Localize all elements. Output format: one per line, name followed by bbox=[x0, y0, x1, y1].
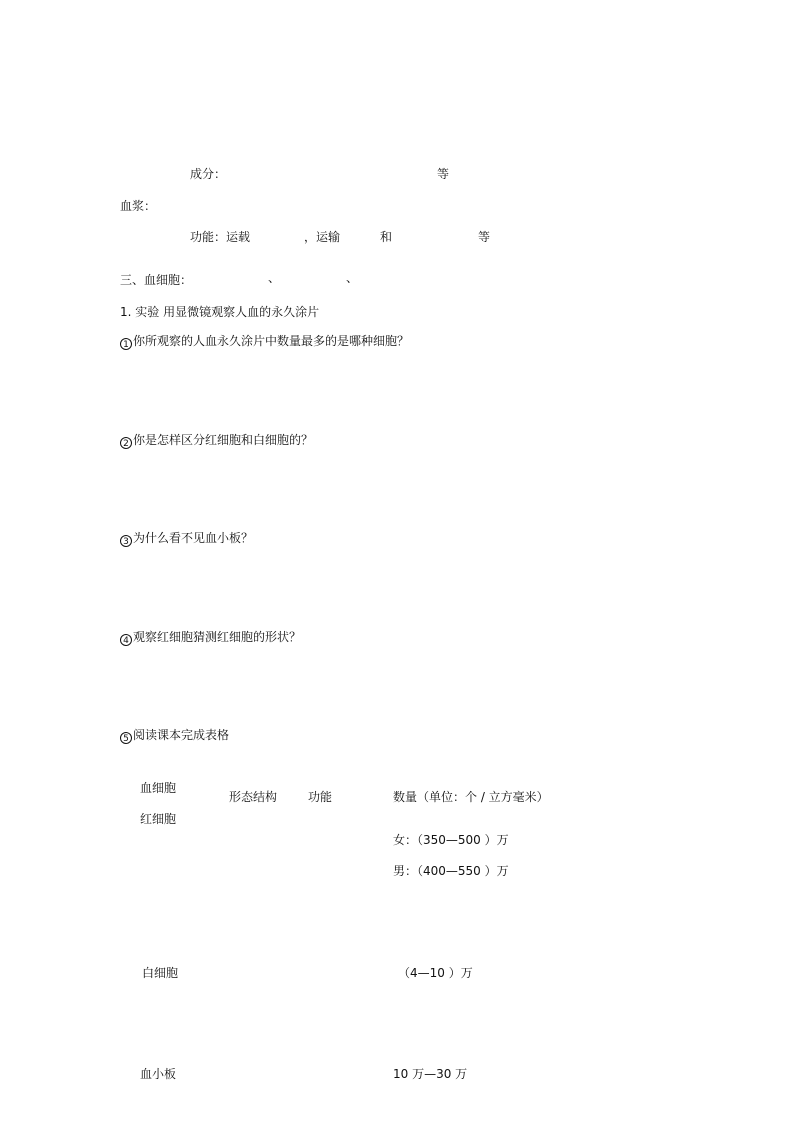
table-header-cell: 血细胞 bbox=[140, 781, 177, 795]
row-red-female: 女：（350—500 ）万 bbox=[393, 833, 509, 847]
table-header-count: 数量（单位：个 / 立方毫米） bbox=[393, 790, 549, 804]
question-1 bbox=[120, 334, 409, 350]
question-number-4: 4 bbox=[120, 634, 132, 646]
table-header-structure: 形态结构 bbox=[229, 790, 278, 804]
plasma-function-and: 和 bbox=[380, 230, 393, 244]
plasma-composition-end: 等 bbox=[437, 167, 450, 181]
question-number-1: 1 bbox=[120, 338, 132, 350]
row-platelet-name: 血小板 bbox=[140, 1067, 177, 1081]
experiment-title: 1. 实验 用显微镜观察人血的永久涂片 bbox=[120, 305, 320, 319]
row-white-count: （4—10 ）万 bbox=[398, 966, 473, 980]
question-number-3: 3 bbox=[120, 535, 132, 547]
table-header-function: 功能 bbox=[308, 790, 333, 804]
row-platelet-count: 10 万—30 万 bbox=[393, 1067, 468, 1081]
question-5 bbox=[120, 728, 229, 744]
plasma-composition-label: 成分： bbox=[190, 167, 227, 181]
cells-heading-sep-2: 、 bbox=[346, 271, 359, 285]
plasma-function-mid: ，运输 bbox=[304, 230, 341, 244]
row-white-name: 白细胞 bbox=[142, 966, 179, 980]
question-number-2: 2 bbox=[120, 437, 132, 449]
question-text-4: 观察红细胞猜测红细胞的形状？ bbox=[133, 630, 302, 644]
question-text-5: 阅读课本完成表格 bbox=[133, 728, 230, 742]
question-text-2: 你是怎样区分红细胞和白细胞的？ bbox=[133, 433, 314, 447]
cells-heading: 三、血细胞： bbox=[120, 273, 193, 287]
question-2 bbox=[120, 433, 313, 449]
question-4 bbox=[120, 630, 301, 646]
question-text-3: 为什么看不见血小板？ bbox=[133, 531, 254, 545]
question-text-1: 你所观察的人血永久涂片中数量最多的是哪种细胞？ bbox=[133, 334, 410, 348]
row-red-name: 红细胞 bbox=[140, 812, 177, 826]
plasma-function-label: 功能：运载 bbox=[190, 230, 251, 244]
question-number-5: 5 bbox=[120, 732, 132, 744]
plasma-function-end: 等 bbox=[478, 230, 491, 244]
question-3 bbox=[120, 531, 253, 547]
row-red-male: 男：（400—550 ）万 bbox=[393, 864, 509, 878]
plasma-label: 血浆： bbox=[120, 199, 157, 213]
cells-heading-sep-1: 、 bbox=[268, 271, 281, 285]
